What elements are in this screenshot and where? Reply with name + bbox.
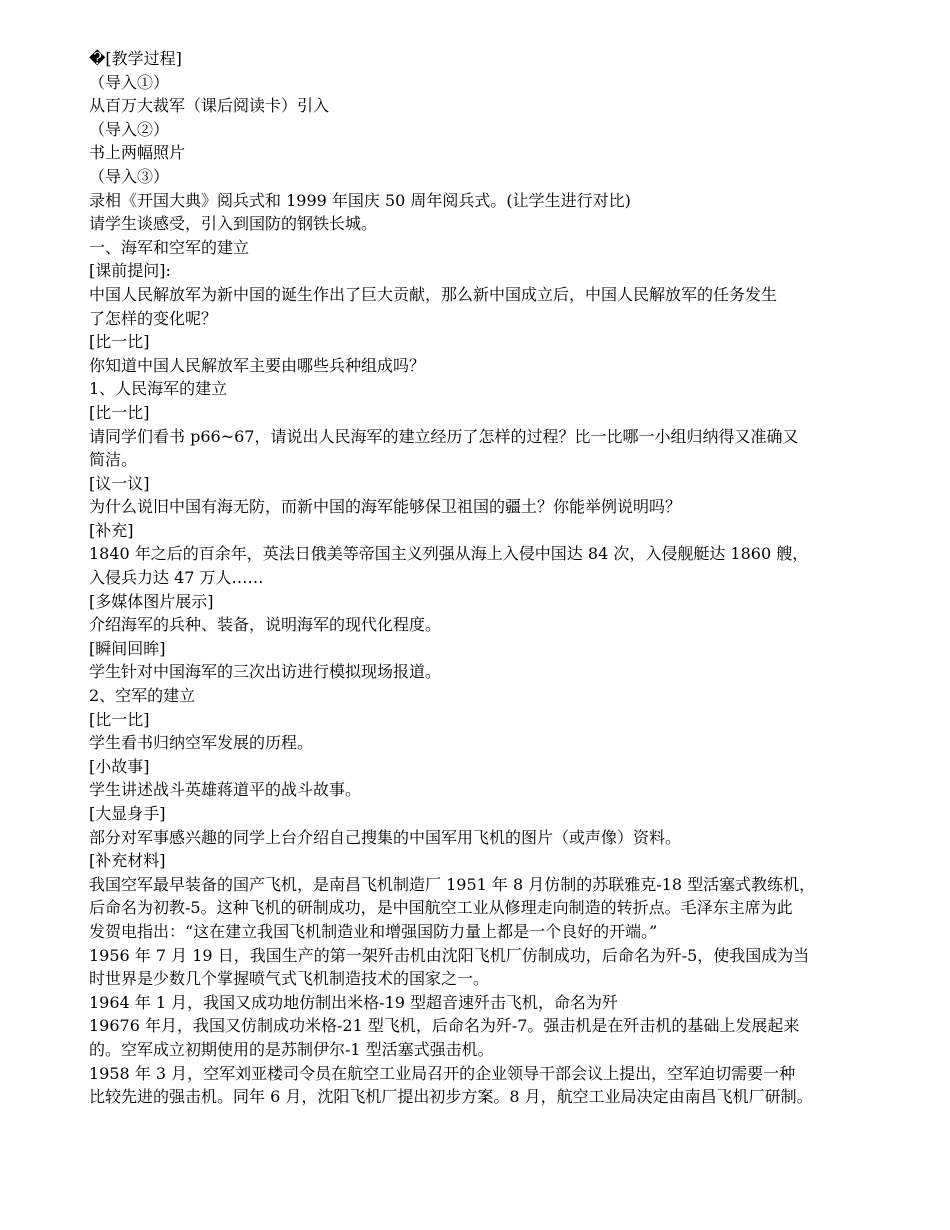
text-line: 请同学们看书 p66~67，请说出人民海军的建立经历了怎样的过程？比一比哪一小组归纳得又准确又 — [89, 426, 799, 446]
text-line: 1958 年 3 月，空军刘亚楼司令员在航空工业局召开的企业领导干部会议上提出，空军迫切需要一种 — [89, 1063, 796, 1083]
text-line: 1840 年之后的百余年，英法日俄美等帝国主义列强从海上入侵中国达 84 次，入侵舰艇达 1860 艘， — [89, 544, 809, 564]
intro-label: （导入③） — [89, 166, 170, 186]
bracket-label: [比一比] — [89, 709, 150, 729]
text-line: 介绍海军的兵种、装备，说明海军的现代化程度。 — [89, 615, 442, 635]
subsection-heading: 1、人民海军的建立 — [89, 379, 228, 399]
text-line: 书上两幅照片 — [89, 143, 186, 163]
bracket-label: [补充] — [89, 520, 134, 540]
text-line: 我国空军最早装备的国产飞机，是南昌飞机制造厂 1951 年 8 月仿制的苏联雅克-18 型活塞式教练机， — [89, 874, 816, 894]
text-line: 的。空军成立初期使用的是苏制伊尔-1 型活塞式强击机。 — [89, 1039, 494, 1059]
text-line: 后命名为初教-5。这种飞机的研制成功，是中国航空工业从修理走向制造的转折点。毛泽东主席为此 — [89, 898, 793, 918]
text-line: 1964 年 1 月，我国又成功地仿制出米格-19 型超音速歼击飞机，命名为歼 — [89, 992, 619, 1012]
text-line: 中国人民解放军为新中国的诞生作出了巨大贡献，那么新中国成立后，中国人民解放军的任务发生 — [89, 284, 778, 304]
text-line: 简洁。 — [89, 450, 138, 470]
intro-label: （导入①） — [89, 72, 170, 92]
text-line: 发贺电指出：“这在建立我国飞机制造业和增强国防力量上都是一个良好的开端。” — [89, 921, 658, 941]
text-line: 为什么说旧中国有海无防，而新中国的海军能够保卫祖国的疆土？你能举例说明吗？ — [89, 497, 682, 517]
text-line: 请学生谈感受，引入到国防的钢铁长城。 — [89, 214, 378, 234]
section-heading: 一、海军和空军的建立 — [89, 237, 250, 257]
text-line: 比较先进的强击机。同年 6 月，沈阳飞机厂提出初步方案。8 月，航空工业局决定由南昌飞机厂研制。 — [89, 1087, 813, 1107]
text-line: 1956 年 7 月 19 日，我国生产的第一架歼击机由沈阳飞机厂仿制成功，后命名为歼-5，使我国成为当 — [89, 945, 810, 965]
text-line: 入侵兵力达 47 万人…… — [89, 568, 264, 588]
bracket-label: [补充材料] — [89, 851, 166, 871]
text-line: 录相《开国大典》阅兵式和 1999 年国庆 50 周年阅兵式。(让学生进行对比) — [89, 190, 631, 210]
text-line: 学生看书归纳空军发展的历程。 — [89, 733, 314, 753]
bracket-label: [大显身手] — [89, 804, 166, 823]
section-heading: �[教学过程] — [89, 49, 182, 68]
text-line: 学生讲述战斗英雄蒋道平的战斗故事。 — [89, 780, 362, 800]
text-line: 部分对军事感兴趣的同学上台介绍自己搜集的中国军用飞机的图片（或声像）资料。 — [89, 827, 682, 847]
bracket-label: [比一比] — [89, 332, 150, 352]
document-page — [89, 47, 919, 1109]
bracket-label: [议一议] — [89, 473, 150, 493]
text-line: 19676 年月，我国又仿制成功米格-21 型飞机，后命名为歼-7。强击机是在歼击机的基础上发展起来 — [89, 1016, 800, 1036]
bracket-label: [瞬间回眸] — [89, 638, 166, 658]
text-line: 从百万大裁军（课后阅读卡）引入 — [89, 96, 330, 116]
text-line: 了怎样的变化呢？ — [89, 308, 218, 328]
bracket-label: [小故事] — [89, 756, 150, 776]
text-line: 学生针对中国海军的三次出访进行模拟现场报道。 — [89, 662, 442, 682]
intro-label: （导入②） — [89, 119, 170, 139]
bracket-label: [多媒体图片展示] — [89, 591, 214, 611]
text-line: 时世界是少数几个掌握喷气式飞机制造技术的国家之一。 — [89, 969, 490, 989]
text-line: 你知道中国人民解放军主要由哪些兵种组成吗？ — [89, 355, 426, 375]
bracket-label: [课前提问]: — [89, 261, 171, 281]
bracket-label: [比一比] — [89, 402, 150, 422]
subsection-heading: 2、空军的建立 — [89, 686, 196, 706]
